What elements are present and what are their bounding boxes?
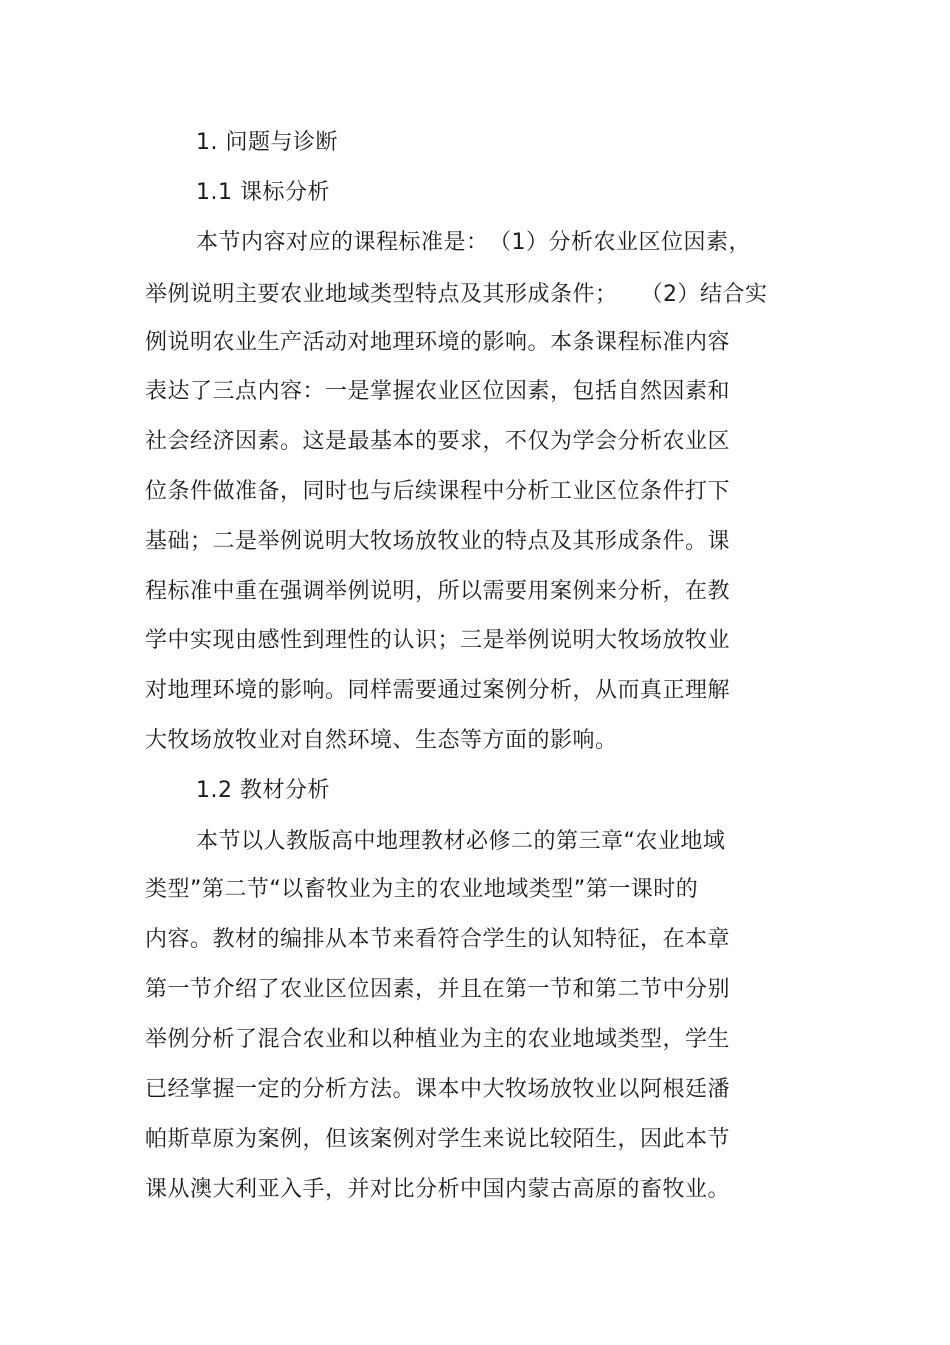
- paragraph-line: 例说明农业生产活动对地理环境的影响。本条课程标准内容: [145, 330, 731, 355]
- paragraph-line: 内容。教材的编排从本节来看符合学生的认知特征，在本章: [145, 927, 731, 952]
- heading-problem-diagnosis: 1. 问题与诊断: [196, 130, 338, 155]
- paragraph-line: 举例分析了混合农业和以种植业为主的农业地域类型，学生: [145, 1027, 731, 1052]
- paragraph-line: 基础；二是举例说明大牧场放牧业的特点及其形成条件。课: [145, 529, 731, 554]
- paragraph-line: 程标准中重在强调举例说明，所以需要用案例来分析，在教: [145, 579, 731, 604]
- heading-curriculum-analysis: 1.1 课标分析: [196, 180, 330, 205]
- paragraph-line: 学中实现由感性到理性的认识；三是举例说明大牧场放牧业: [145, 628, 731, 653]
- paragraph-line: 类型”第二节“以畜牧业为主的农业地域类型”第一课时的: [145, 877, 699, 902]
- paragraph-line: 课从澳大利亚入手，并对比分析中国内蒙古高原的畜牧业。: [145, 1177, 731, 1202]
- paragraph-line: 帕斯草原为案例，但该案例对学生来说比较陌生，因此本节: [145, 1127, 731, 1152]
- heading-textbook-analysis: 1.2 教材分析: [196, 778, 330, 803]
- paragraph-line: 表达了三点内容：一是掌握农业区位因素，包括自然因素和: [145, 379, 731, 404]
- paragraph-line: 对地理环境的影响。同样需要通过案例分析，从而真正理解: [145, 678, 731, 703]
- paragraph-line: 第一节介绍了农业区位因素，并且在第一节和第二节中分别: [145, 977, 731, 1002]
- paragraph-line: 本节以人教版高中地理教材必修二的第三章“农业地域: [196, 829, 726, 854]
- paragraph-line: 已经掌握一定的分析方法。课本中大牧场放牧业以阿根廷潘: [145, 1077, 731, 1102]
- paragraph-line: 社会经济因素。这是最基本的要求，不仅为学会分析农业区: [145, 429, 731, 454]
- paragraph-line: 举例说明主要农业地域类型特点及其形成条件； （2）结合实: [145, 282, 768, 307]
- paragraph-line: 大牧场放牧业对自然环境、生态等方面的影响。: [145, 728, 618, 753]
- paragraph-line: 位条件做准备，同时也与后续课程中分析工业区位条件打下: [145, 479, 731, 504]
- paragraph-line: 本节内容对应的课程标准是： （1）分析农业区位因素，: [196, 230, 751, 255]
